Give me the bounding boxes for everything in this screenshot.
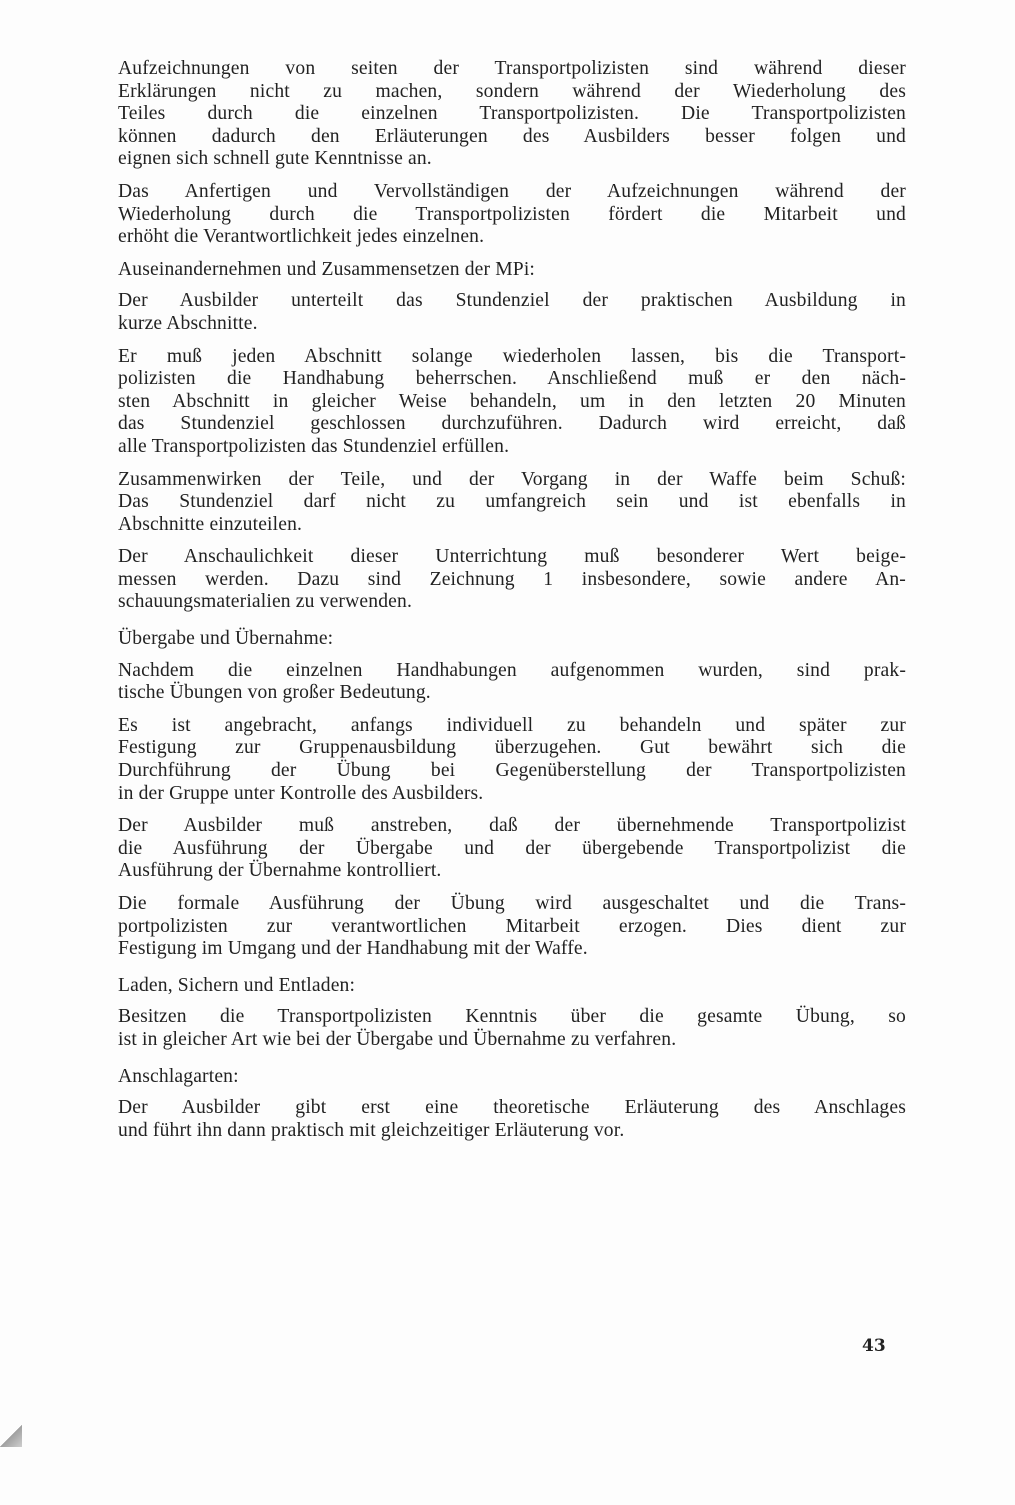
paragraph	[118, 181, 906, 249]
text-line: können dadurch den Erläuterungen des Ausbilders besser folgen und	[118, 125, 906, 147]
text-line: Festigung im Umgang und der Handhabung mit der Waffe.	[118, 938, 588, 960]
text-line: messen werden. Dazu sind Zeichnung 1 insbesondere, sowie andere An-	[118, 568, 906, 590]
paragraph	[118, 290, 906, 335]
text-line: Zusammenwirken der Teile, und der Vorgang in der Waffe beim Schuß:	[118, 468, 906, 490]
text-line: Es ist angebracht, anfangs individuell zu behandeln und später zur	[118, 714, 906, 736]
section-heading	[118, 975, 906, 998]
page-number: 43	[862, 1336, 886, 1356]
text-line: Nachdem die einzelnen Handhabungen aufgenommen wurden, sind prak-	[118, 659, 906, 681]
text-line: Er muß jeden Abschnitt solange wiederholen lassen, bis die Transport-	[118, 345, 906, 367]
section-heading	[118, 259, 906, 282]
text-line: das Stundenziel geschlossen durchzuführen. Dadurch wird erreicht, daß	[118, 413, 906, 435]
text-line: Festigung zur Gruppenausbildung überzugehen. Gut bewährt sich die	[118, 737, 906, 759]
paragraph	[118, 58, 906, 171]
text-line: Erklärungen nicht zu machen, sondern während der Wiederholung des	[118, 80, 906, 102]
text-line: in der Gruppe unter Kontrolle des Ausbilders.	[118, 782, 484, 804]
paragraph	[118, 469, 906, 537]
text-line: tische Übungen von großer Bedeutung.	[118, 682, 431, 704]
body-text	[118, 58, 906, 1152]
text-line: alle Transportpolizisten das Stundenziel erfüllen.	[118, 435, 510, 457]
paragraph	[118, 893, 906, 961]
text-line: schauungsmaterialien zu verwenden.	[118, 591, 412, 613]
paragraph	[118, 660, 906, 705]
text-line: kurze Abschnitte.	[118, 312, 258, 334]
section-heading	[118, 1066, 906, 1089]
text-line: Aufzeichnungen von seiten der Transportpolizisten sind während dieser	[118, 58, 906, 79]
text-line: Das Stundenziel darf nicht zu umfangreich sein und ist ebenfalls in	[118, 491, 906, 513]
paragraph	[118, 546, 906, 614]
paragraph	[118, 715, 906, 805]
text-line: Anschlagarten:	[118, 1065, 239, 1087]
text-line: Auseinandernehmen und Zusammensetzen der MPi:	[118, 258, 536, 280]
text-line: polizisten die Handhabung beherrschen. Anschließend muß er den näch-	[118, 368, 906, 390]
text-line: und führt ihn dann praktisch mit gleichzeitiger Erläuterung vor.	[118, 1119, 625, 1141]
text-line: Teiles durch die einzelnen Transportpolizisten. Die Transportpolizisten	[118, 103, 906, 125]
text-line: Wiederholung durch die Transportpolizisten fördert die Mitarbeit und	[118, 203, 906, 225]
text-line: Laden, Sichern und Entladen:	[118, 974, 356, 996]
text-line: Besitzen die Transportpolizisten Kenntnis über die gesamte Übung, so	[118, 1006, 906, 1028]
text-line: Übergabe und Übernahme:	[118, 628, 334, 650]
text-line: Durchführung der Übung bei Gegenüberstellung der Transportpolizisten	[118, 760, 906, 782]
paragraph	[118, 1097, 906, 1142]
text-line: sten Abschnitt in gleicher Weise behandeln, um in den letzten 20 Minuten	[118, 390, 906, 412]
text-line: portpolizisten zur verantwortlichen Mitarbeit erzogen. Dies dient zur	[118, 915, 906, 937]
text-line: Der Ausbilder muß anstreben, daß der übernehmende Transportpolizist	[118, 815, 906, 837]
text-line: Abschnitte einzuteilen.	[118, 513, 303, 535]
text-line: ist in gleicher Art wie bei der Übergabe und Übernahme zu verfahren.	[118, 1028, 677, 1050]
text-line: Der Ausbilder gibt erst eine theoretische Erläuterung des Anschlages	[118, 1097, 906, 1119]
text-line: eignen sich schnell gute Kenntnisse an.	[118, 148, 432, 170]
scan-corner-shadow	[0, 1425, 22, 1447]
text-line: Die formale Ausführung der Übung wird ausgeschaltet und die Trans-	[118, 893, 906, 914]
paragraph	[118, 346, 906, 459]
text-line: Das Anfertigen und Vervollständigen der Aufzeichnungen während der	[118, 180, 906, 202]
section-heading	[118, 628, 906, 651]
text-line: die Ausführung der Übergabe und der übergebende Transportpolizist die	[118, 837, 906, 859]
text-line: Der Ausbilder unterteilt das Stundenziel der praktischen Ausbildung in	[118, 290, 906, 312]
paragraph	[118, 1006, 906, 1051]
text-line: Der Anschaulichkeit dieser Unterrichtung muß besonderer Wert beige-	[118, 546, 906, 568]
text-line: Ausführung der Übernahme kontrolliert.	[118, 860, 442, 882]
text-line: erhöht die Verantwortlichkeit jedes einzelnen.	[118, 226, 485, 248]
paragraph	[118, 815, 906, 883]
